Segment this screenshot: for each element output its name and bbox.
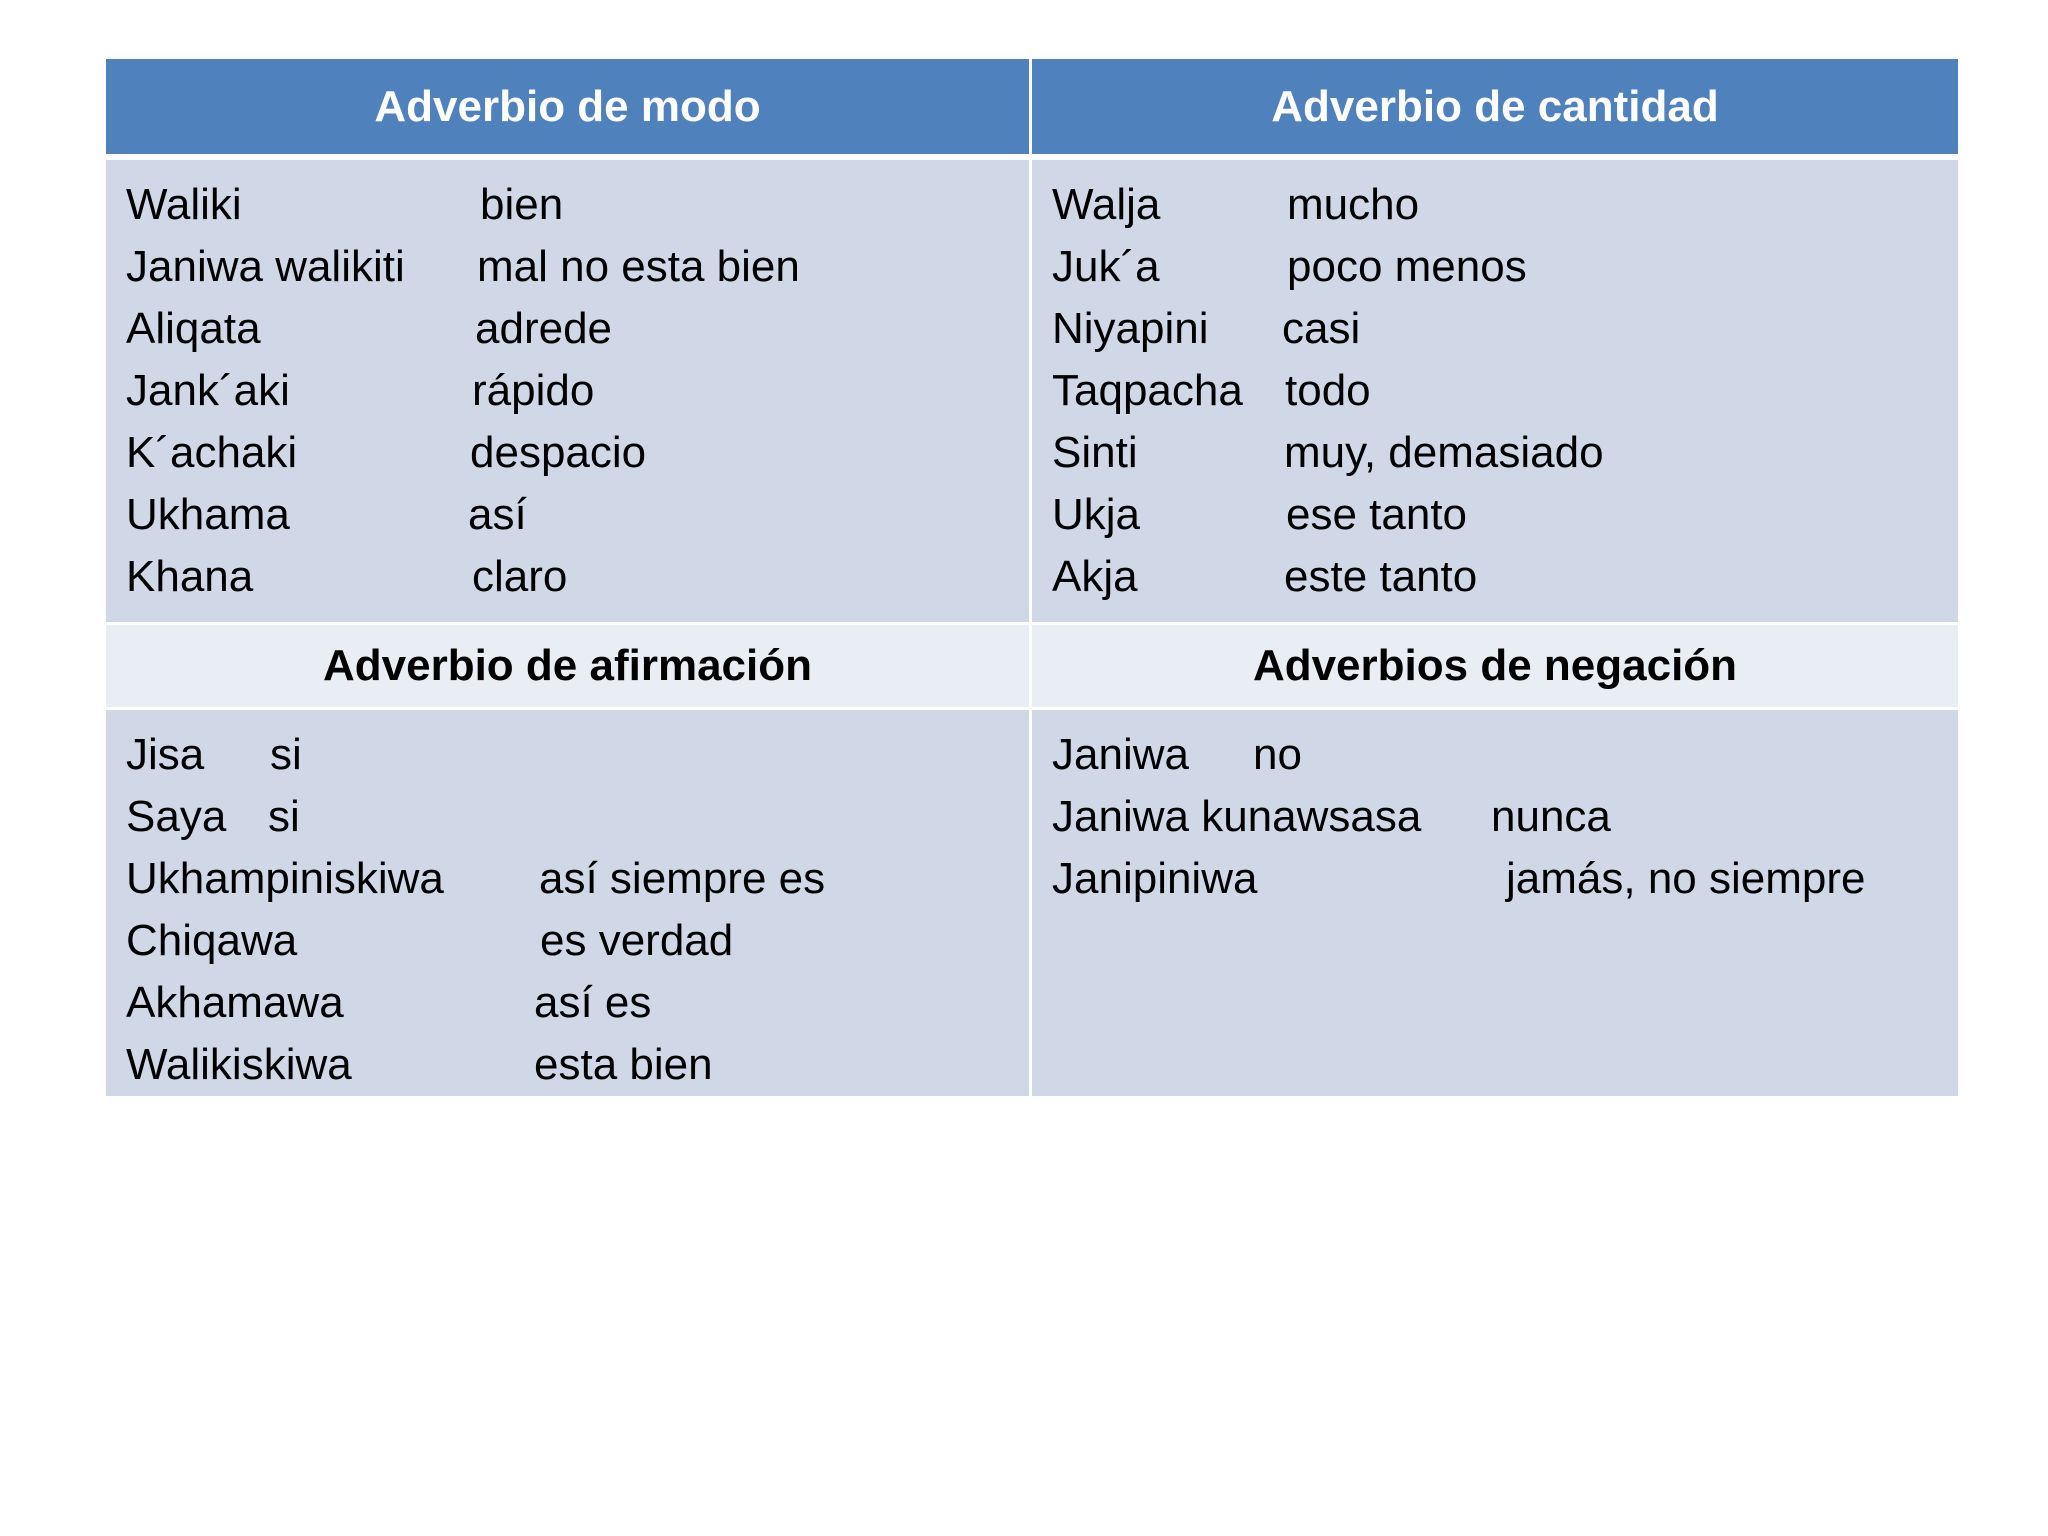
- spanish-meaning: despacio: [470, 428, 647, 477]
- spanish-meaning: esta bien: [534, 1040, 713, 1089]
- aymara-word: Jisa: [126, 730, 205, 779]
- list-item: [126, 174, 1029, 236]
- spanish-meaning: si: [270, 730, 302, 779]
- aymara-word: Walja: [1052, 180, 1161, 229]
- header-cantidad: Adverbio de cantidad: [1032, 59, 1958, 160]
- spanish-meaning: así: [468, 490, 527, 539]
- list-item: [1052, 484, 1958, 546]
- aymara-word: K´achaki: [126, 428, 298, 477]
- header-modo: Adverbio de modo: [106, 59, 1032, 160]
- lower-body-row: [106, 710, 1958, 1099]
- spanish-meaning: claro: [472, 552, 568, 601]
- aymara-word: Niyapini: [1052, 304, 1209, 353]
- spanish-meaning: bien: [480, 180, 564, 229]
- list-item: [1052, 174, 1958, 236]
- list-item: [126, 298, 1029, 360]
- cantidad-list: [1032, 160, 1958, 608]
- spanish-meaning: es verdad: [540, 916, 734, 965]
- modo-list: [106, 160, 1029, 608]
- aymara-word: Aliqata: [126, 304, 261, 353]
- aymara-word: Taqpacha: [1052, 366, 1243, 415]
- adverbs-table: [106, 59, 1958, 1099]
- list-item: [126, 484, 1029, 546]
- aymara-word: Jank´aki: [126, 366, 290, 415]
- afirmacion-cell: [106, 710, 1032, 1099]
- list-item: [1052, 298, 1958, 360]
- list-item: [126, 724, 1029, 786]
- aymara-word: Ukhama: [126, 490, 290, 539]
- aymara-word: Janiwa kunawsasa: [1052, 792, 1422, 841]
- list-item: [1052, 848, 1958, 910]
- aymara-word: Akhamawa: [126, 978, 344, 1027]
- spanish-meaning: nunca: [1491, 792, 1611, 841]
- spanish-meaning: así siempre es: [539, 854, 826, 903]
- upper-body-row: [106, 160, 1958, 625]
- spanish-meaning: casi: [1282, 304, 1361, 353]
- list-item: [126, 848, 1029, 910]
- spanish-meaning: si: [268, 792, 300, 841]
- list-item: [126, 972, 1029, 1034]
- spanish-meaning: no: [1253, 730, 1302, 779]
- aymara-word: Janiwa: [1052, 730, 1189, 779]
- list-item: [1052, 360, 1958, 422]
- list-item: [1052, 724, 1958, 786]
- list-item: [126, 236, 1029, 298]
- aymara-word: Janipiniwa: [1052, 854, 1258, 903]
- subheader-negacion: Adverbios de negación: [1032, 625, 1958, 710]
- negacion-cell: [1032, 710, 1958, 1099]
- list-item: [126, 786, 1029, 848]
- afirmacion-list: [106, 710, 1029, 1096]
- spanish-meaning: así es: [534, 978, 652, 1027]
- spanish-meaning: muy, demasiado: [1284, 428, 1604, 477]
- aymara-word: Waliki: [126, 180, 242, 229]
- spanish-meaning: este tanto: [1284, 552, 1478, 601]
- subheader-afirmacion: Adverbio de afirmación: [106, 625, 1032, 710]
- list-item: [1052, 546, 1958, 608]
- modo-cell: [106, 160, 1032, 625]
- aymara-word: Ukja: [1052, 490, 1141, 539]
- aymara-word: Saya: [126, 792, 227, 841]
- list-item: [126, 910, 1029, 972]
- cantidad-cell: [1032, 160, 1958, 625]
- spanish-meaning: todo: [1285, 366, 1371, 415]
- list-item: [1052, 786, 1958, 848]
- aymara-word: Chiqawa: [126, 916, 298, 965]
- aymara-word: Janiwa walikiti: [126, 242, 405, 291]
- spanish-meaning: mal no esta bien: [477, 242, 800, 291]
- aymara-word: Khana: [126, 552, 254, 601]
- spanish-meaning: poco menos: [1287, 242, 1527, 291]
- negacion-list: [1032, 710, 1958, 910]
- spanish-meaning: rápido: [472, 366, 595, 415]
- spanish-meaning: adrede: [475, 304, 613, 353]
- list-item: [1052, 422, 1958, 484]
- aymara-word: Walikiskiwa: [126, 1040, 352, 1089]
- list-item: [126, 546, 1029, 608]
- header-row: [106, 59, 1958, 160]
- aymara-word: Ukhampiniskiwa: [126, 854, 444, 903]
- subheader-row: [106, 625, 1958, 710]
- aymara-word: Sinti: [1052, 428, 1138, 477]
- spanish-meaning: mucho: [1287, 180, 1420, 229]
- spanish-meaning: ese tanto: [1286, 490, 1468, 539]
- list-item: [1052, 236, 1958, 298]
- list-item: [126, 422, 1029, 484]
- aymara-word: Juk´a: [1052, 242, 1160, 291]
- aymara-word: Akja: [1052, 552, 1138, 601]
- list-item: [126, 1034, 1029, 1096]
- list-item: [126, 360, 1029, 422]
- spanish-meaning: jamás, no siempre: [1506, 854, 1866, 903]
